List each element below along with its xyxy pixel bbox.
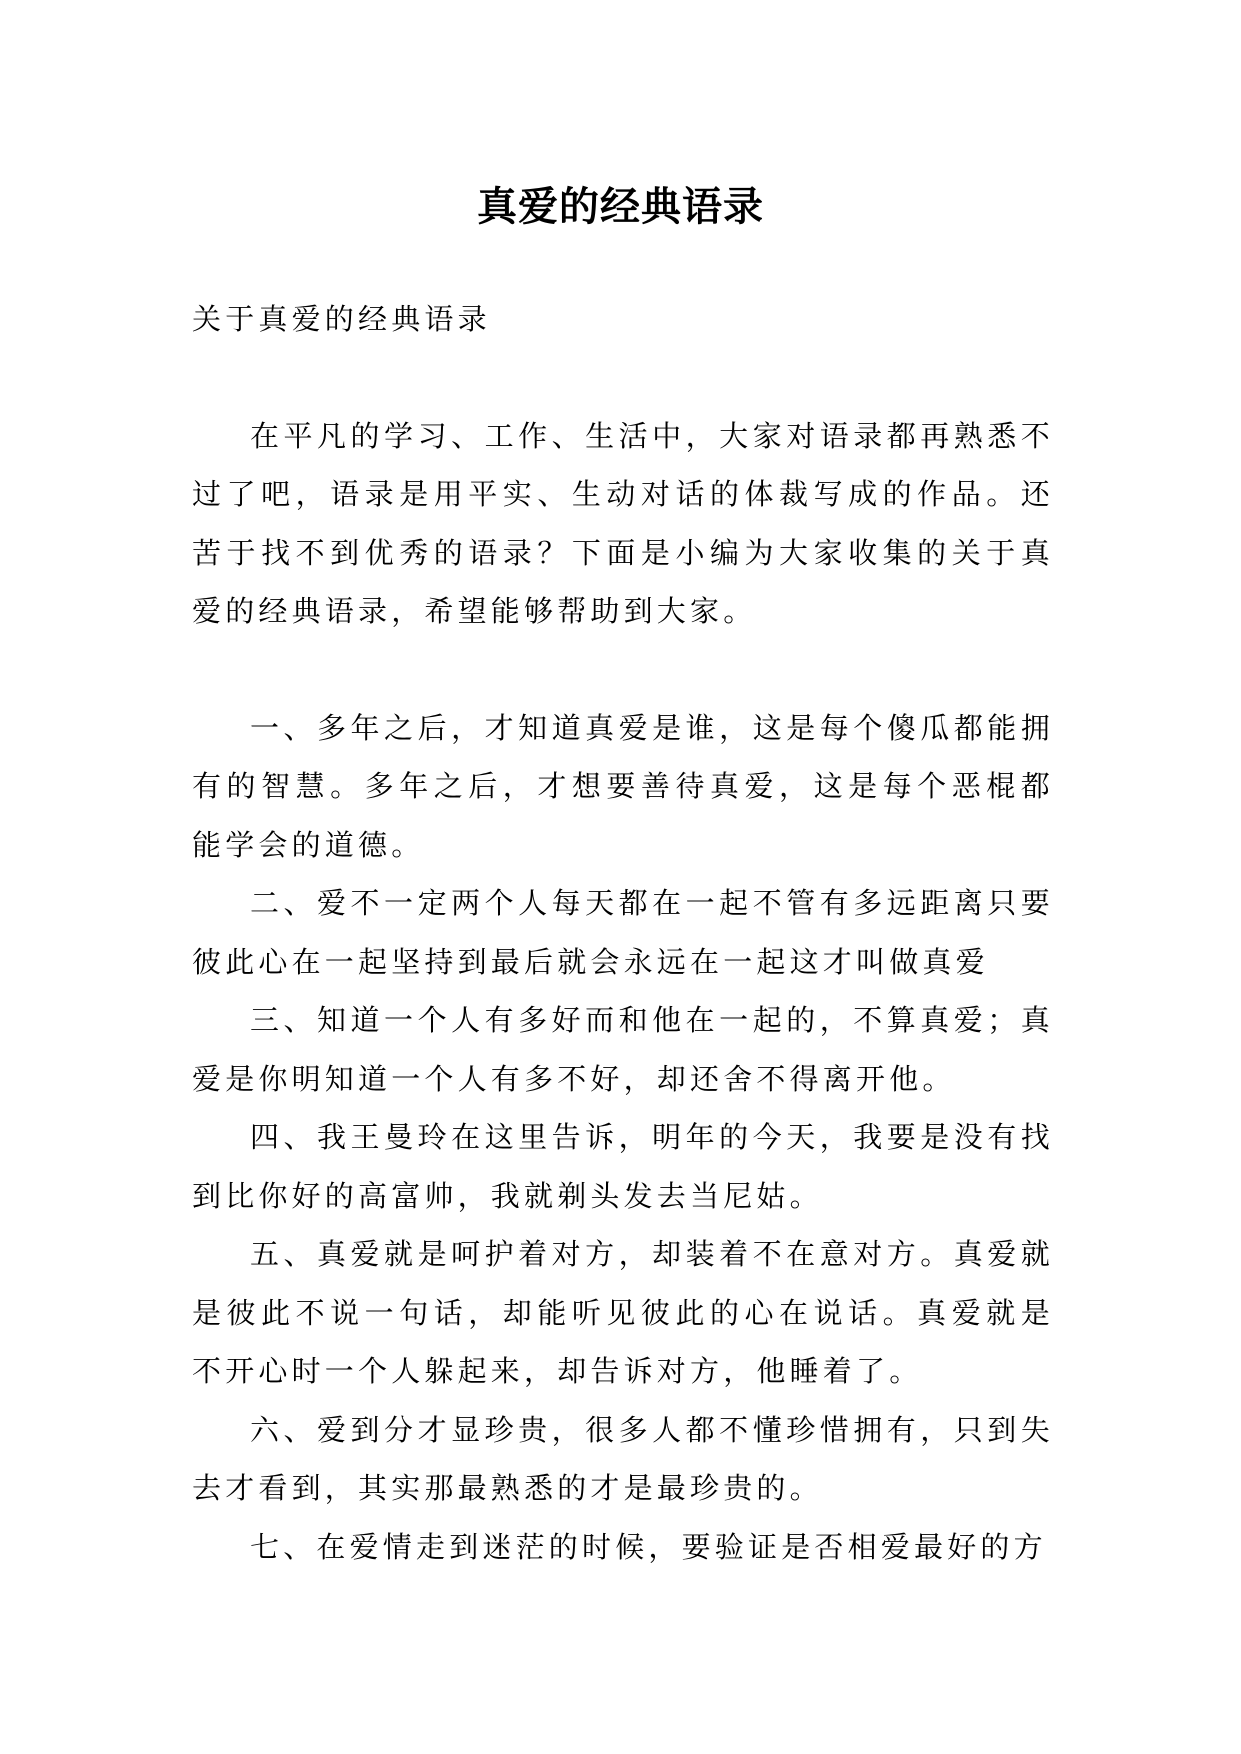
quote-item-4: 四、我王曼玲在这里告诉，明年的今天，我要是没有找到比你好的高富帅，我就剃头发去当尼姑。 — [192, 1120, 1054, 1213]
document-title: 真爱的经典语录 — [477, 182, 764, 230]
quote-item-1: 一、多年之后，才知道真爱是谁，这是每个傻瓜都能拥有的智慧。多年之后，才想要善待真爱，这是每个恶棍都能学会的道德。 — [192, 710, 1054, 862]
quote-item-5: 五、真爱就是呵护着对方，却装着不在意对方。真爱就是彼此不说一句话，却能听见彼此的心在说话。真爱就是不开心时一个人躲起来，却告诉对方，他睡着了。 — [192, 1237, 1054, 1388]
quote-item-2: 二、爱不一定两个人每天都在一起不管有多远距离只要彼此心在一起坚持到最后就会永远在一起这才叫做真爱 — [192, 886, 1054, 979]
quote-item-6: 六、爱到分才显珍贵，很多人都不懂珍惜拥有，只到失去才看到，其实那最熟悉的才是最珍贵的。 — [192, 1412, 1054, 1505]
document-subtitle: 关于真爱的经典语录 — [192, 302, 491, 336]
quote-item-3: 三、知道一个人有多好而和他在一起的，不算真爱；真爱是你明知道一个人有多不好，却还舍不得离开他。 — [192, 1003, 1054, 1096]
intro-paragraph: 在平凡的学习、工作、生活中，大家对语录都再熟悉不过了吧，语录是用平实、生动对话的体裁写成的作品。还苦于找不到优秀的语录？下面是小编为大家收集的关于真爱的经典语录，希望能够帮助到大家。 — [192, 418, 1054, 628]
quote-item-7: 七、在爱情走到迷茫的时候，要验证是否相爱最好的方 — [250, 1529, 1047, 1564]
document-body — [192, 290, 1054, 1576]
